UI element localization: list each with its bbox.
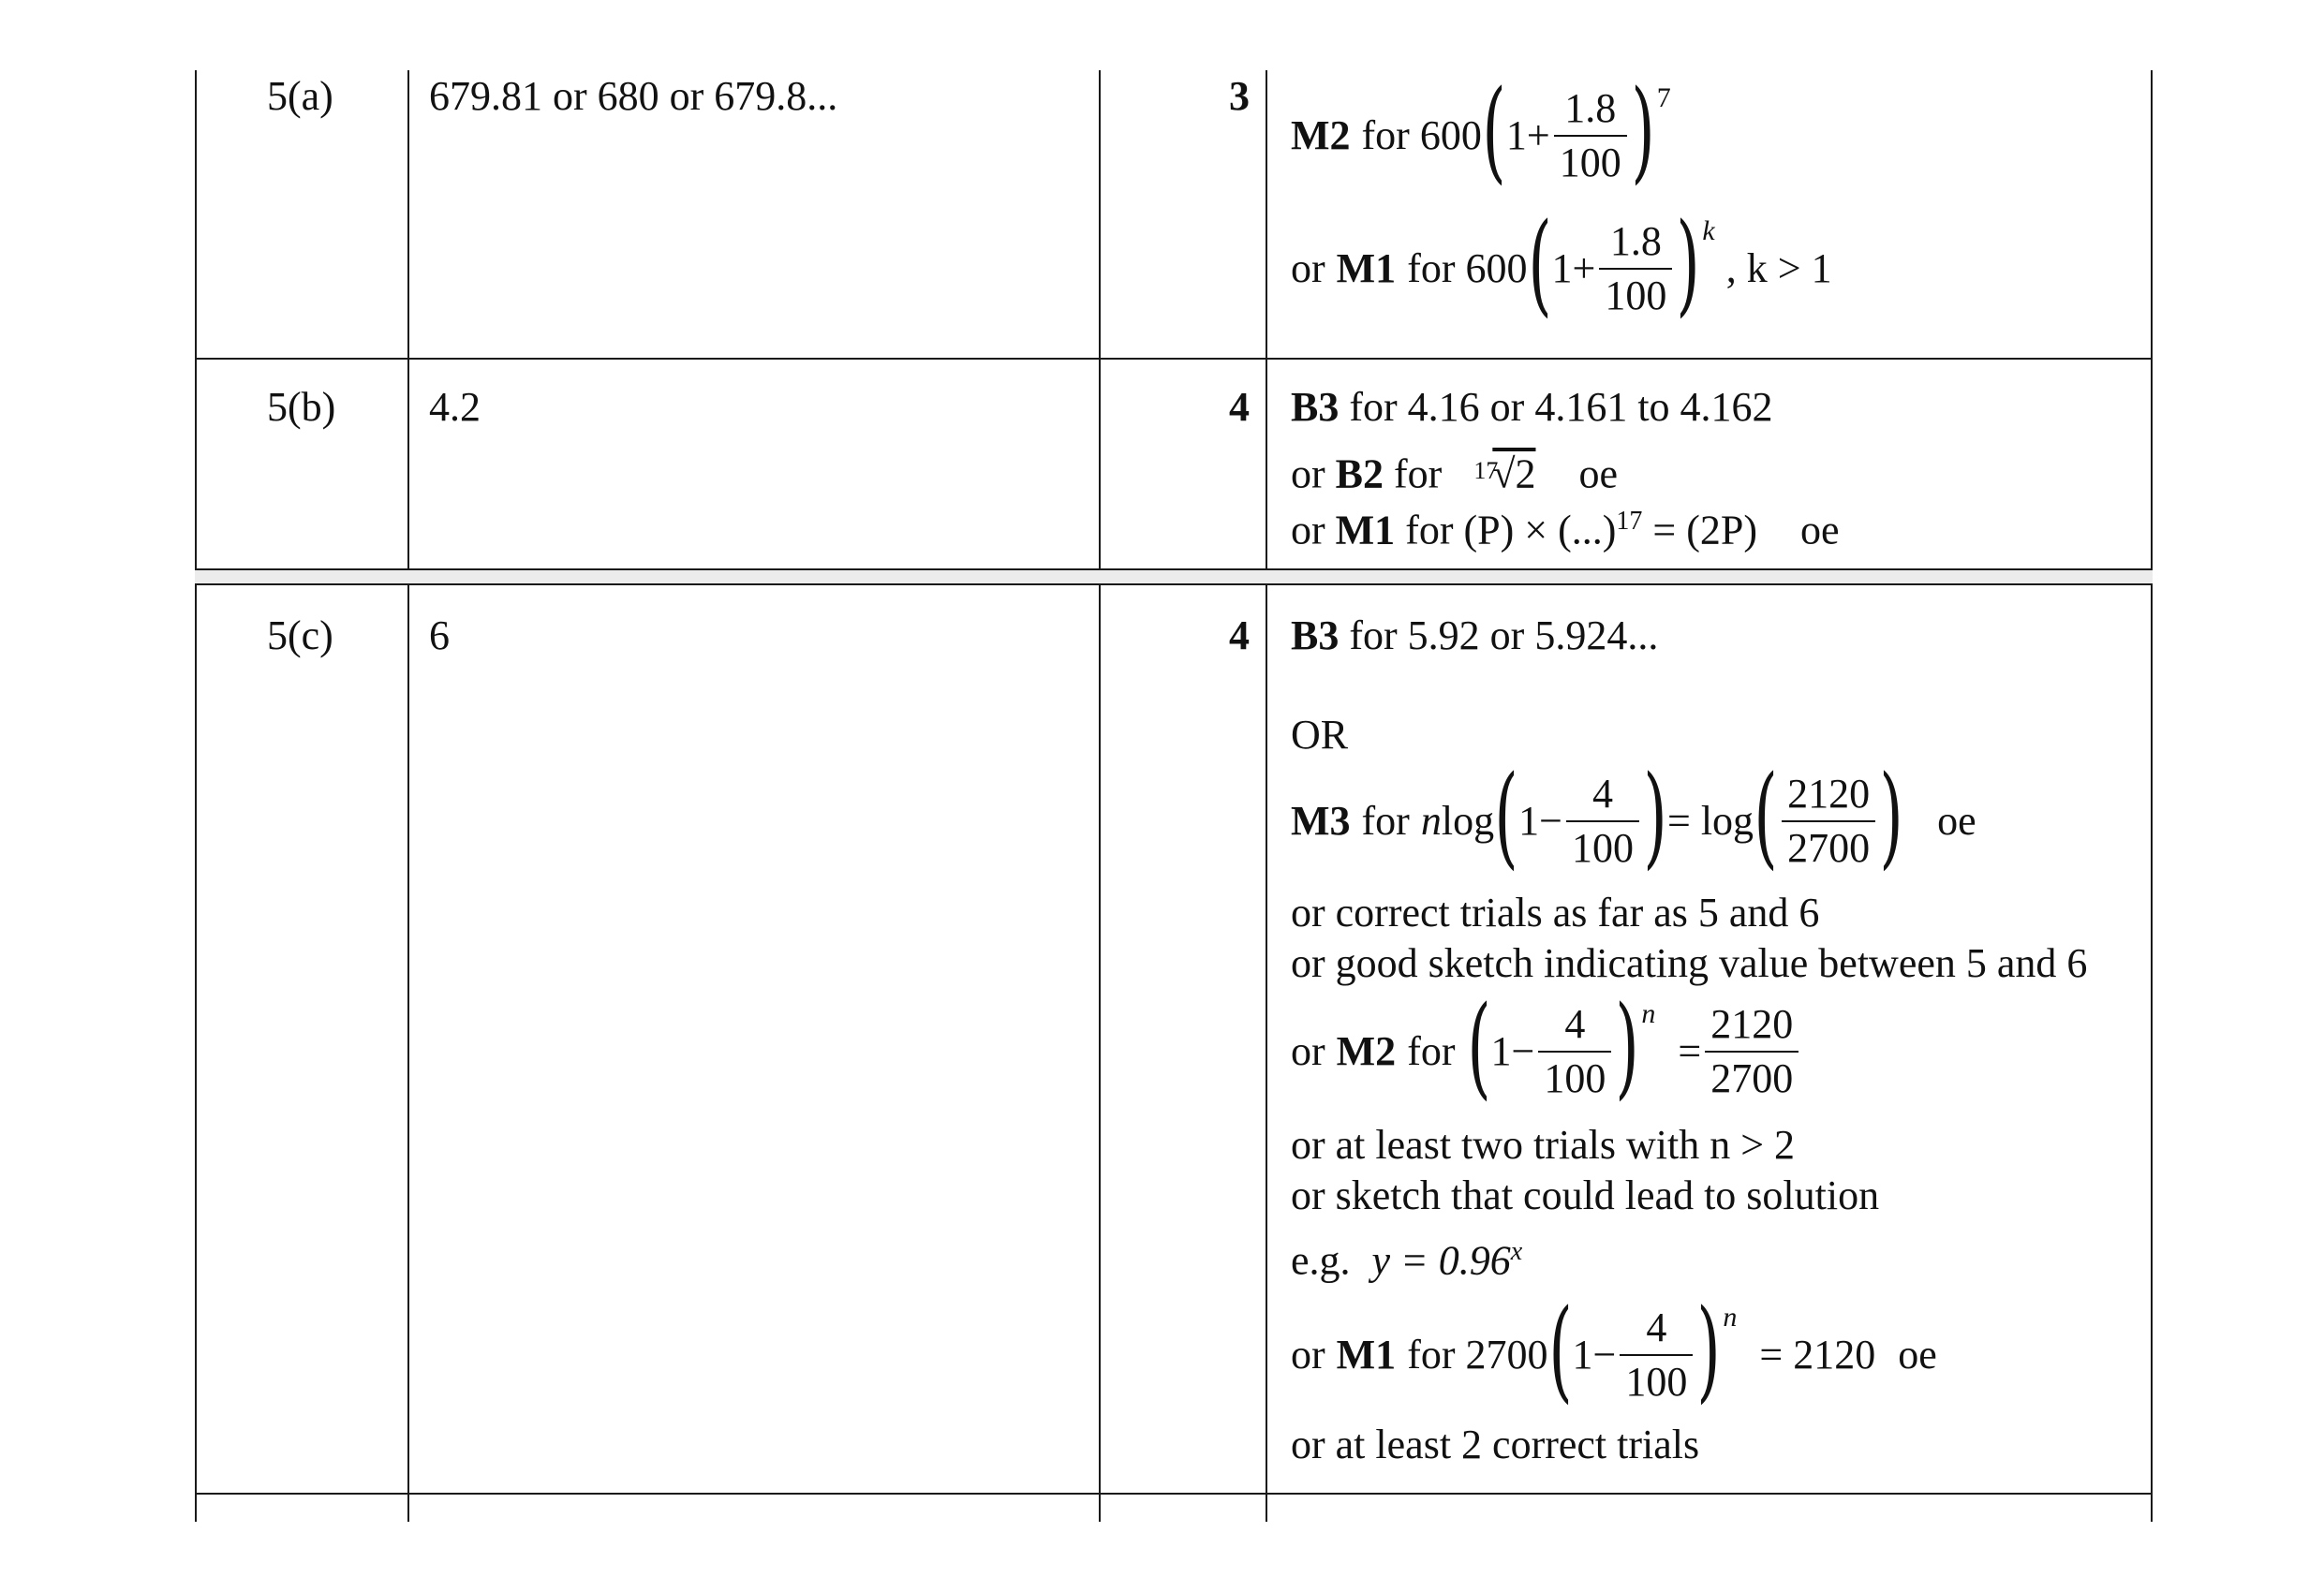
- guidance-text: for 600: [1361, 112, 1482, 158]
- fraction-numerator: 4: [1591, 771, 1613, 817]
- answer-text: 4.2: [429, 384, 481, 430]
- log-text: log: [1441, 798, 1495, 844]
- math-term: 1−: [1490, 1028, 1535, 1074]
- guidance-line-m2: [1291, 981, 1802, 1111]
- math-term: 1+: [1505, 112, 1550, 158]
- guidance-text: for 600: [1407, 245, 1528, 291]
- guidance-line: or at least 2 correct trials: [1291, 1422, 1700, 1467]
- math-term: 1+: [1551, 245, 1596, 291]
- guidance-line: or good sketch indicating value between 5 and 6: [1291, 940, 2088, 986]
- fraction: [1599, 215, 1672, 322]
- log-text: = log: [1667, 798, 1754, 844]
- guidance-line-b2: [1291, 440, 1618, 500]
- method-mark-label: M1: [1336, 1332, 1397, 1378]
- equals-sign: =: [1678, 1028, 1702, 1074]
- or-text: or: [1291, 245, 1325, 291]
- table-border-left: [195, 70, 197, 1522]
- oe-text: oe: [1937, 798, 1976, 844]
- open-paren: (: [1754, 751, 1778, 880]
- guidance-line: or correct trials as far as 5 and 6: [1291, 890, 1820, 936]
- math-term: 1−: [1572, 1332, 1617, 1378]
- fraction: [1566, 768, 1639, 875]
- guidance-line-m1: [1291, 1285, 1937, 1414]
- row-divider-b-gap-bottom: [195, 583, 2153, 585]
- fraction-numerator: 4: [1646, 1304, 1667, 1350]
- fraction-denominator: 100: [1620, 1354, 1693, 1408]
- method-mark-label: B2: [1335, 450, 1384, 497]
- fraction: [1782, 768, 1875, 875]
- condition-text: , k > 1: [1725, 245, 1832, 291]
- open-paren: (: [1547, 1285, 1573, 1414]
- exponent: x: [1510, 1237, 1523, 1266]
- fraction-numerator: 2120: [1710, 1001, 1794, 1047]
- guidance-line: or sketch that could lead to solution: [1291, 1172, 1880, 1218]
- fraction-denominator: 2700: [1782, 820, 1875, 875]
- guidance-line-m3: [1291, 751, 1976, 880]
- or-text: or: [1291, 1332, 1325, 1378]
- math-term: 1−: [1518, 798, 1562, 844]
- method-mark-label: M3: [1291, 798, 1351, 844]
- fraction: [1538, 998, 1611, 1105]
- table-border-right: [2151, 70, 2153, 1522]
- marks-value: 4: [1229, 384, 1250, 430]
- guidance-line-m1: [1291, 496, 1840, 556]
- answer-text: 679.81 or 680 or 679.8...: [429, 73, 838, 119]
- answer-text: 6: [429, 612, 450, 658]
- fraction-numerator: 1.8: [1609, 218, 1662, 264]
- row-divider-c-end: [195, 1493, 2153, 1495]
- question-number: 5(b): [267, 384, 336, 430]
- guidance-text: for 2700: [1407, 1332, 1548, 1378]
- method-mark-label: M2: [1336, 1028, 1397, 1074]
- open-paren: (: [1466, 981, 1491, 1111]
- oe-text: oe: [1578, 450, 1619, 497]
- or-text: or: [1291, 450, 1325, 497]
- open-paren: (: [1494, 751, 1518, 880]
- guidance-line-b3: [1291, 611, 1658, 661]
- question-number: 5(a): [267, 73, 333, 119]
- oe-text: oe: [1799, 507, 1840, 553]
- close-paren: ): [1879, 751, 1903, 880]
- root-index: 17: [1473, 457, 1499, 484]
- guidance-text: = (2P): [1652, 507, 1757, 553]
- guidance-line-example: [1291, 1227, 1522, 1287]
- row-gap: [195, 570, 2153, 583]
- fraction-numerator: 2120: [1787, 771, 1871, 817]
- guidance-line: or at least two trials with n > 2: [1291, 1122, 1796, 1168]
- marks-value: 4: [1229, 612, 1250, 658]
- example-label: e.g.: [1291, 1237, 1351, 1284]
- root-expression: √2: [1492, 450, 1536, 497]
- fraction-denominator: 100: [1538, 1051, 1611, 1105]
- guidance-text: for: [1361, 798, 1410, 844]
- guidance-line-or: OR: [1291, 712, 1349, 758]
- or-text: or: [1291, 1028, 1325, 1074]
- guidance-text: for: [1394, 450, 1443, 497]
- question-number: 5(c): [267, 612, 333, 658]
- guidance-text: = 2120: [1759, 1332, 1876, 1378]
- fraction-denominator: 100: [1554, 135, 1627, 189]
- close-paren: ): [1696, 1285, 1722, 1414]
- method-mark-label: B3: [1291, 612, 1340, 658]
- guidance-line-m2: [1291, 66, 1671, 195]
- close-paren: ): [1676, 199, 1701, 328]
- row-divider-a-b: [195, 358, 2153, 360]
- open-paren: (: [1482, 66, 1506, 195]
- open-paren: (: [1527, 199, 1552, 328]
- variable-n: n: [1420, 798, 1442, 844]
- fraction-denominator: 100: [1599, 268, 1672, 322]
- column-divider-answer: [407, 70, 409, 1522]
- guidance-text: for: [1407, 1028, 1456, 1074]
- fraction: [1620, 1302, 1693, 1408]
- guidance-text: for 4.16 or 4.161 to 4.162: [1349, 384, 1773, 430]
- close-paren: ): [1631, 66, 1655, 195]
- exponent: n: [1641, 998, 1656, 1029]
- method-mark-label: M2: [1291, 112, 1351, 158]
- fraction-numerator: 1.8: [1564, 85, 1617, 131]
- guidance-text: for 5.92 or 5.924...: [1349, 612, 1659, 658]
- exponent: 17: [1616, 507, 1643, 536]
- fraction-numerator: 4: [1564, 1001, 1586, 1047]
- method-mark-label: M1: [1335, 507, 1396, 553]
- oe-text: oe: [1898, 1332, 1937, 1378]
- fraction-denominator: 2700: [1705, 1051, 1799, 1105]
- fraction: [1705, 998, 1799, 1105]
- guidance-line-m1: [1291, 199, 1832, 328]
- fraction: [1554, 82, 1627, 189]
- marks-value: 3: [1229, 73, 1250, 119]
- example-expression: y = 0.96: [1371, 1237, 1511, 1284]
- method-mark-label: B3: [1291, 384, 1340, 430]
- method-mark-label: M1: [1336, 245, 1397, 291]
- exponent: k: [1702, 215, 1715, 246]
- guidance-line-b3: [1291, 382, 1773, 433]
- column-divider-guidance: [1266, 70, 1267, 1522]
- fraction-denominator: 100: [1566, 820, 1639, 875]
- column-divider-marks: [1099, 70, 1101, 1522]
- exponent: 7: [1656, 82, 1671, 113]
- exponent: n: [1723, 1302, 1738, 1333]
- close-paren: ): [1615, 981, 1640, 1111]
- guidance-text: for (P) × (...): [1405, 507, 1617, 553]
- or-text: or: [1291, 507, 1325, 553]
- close-paren: ): [1643, 751, 1667, 880]
